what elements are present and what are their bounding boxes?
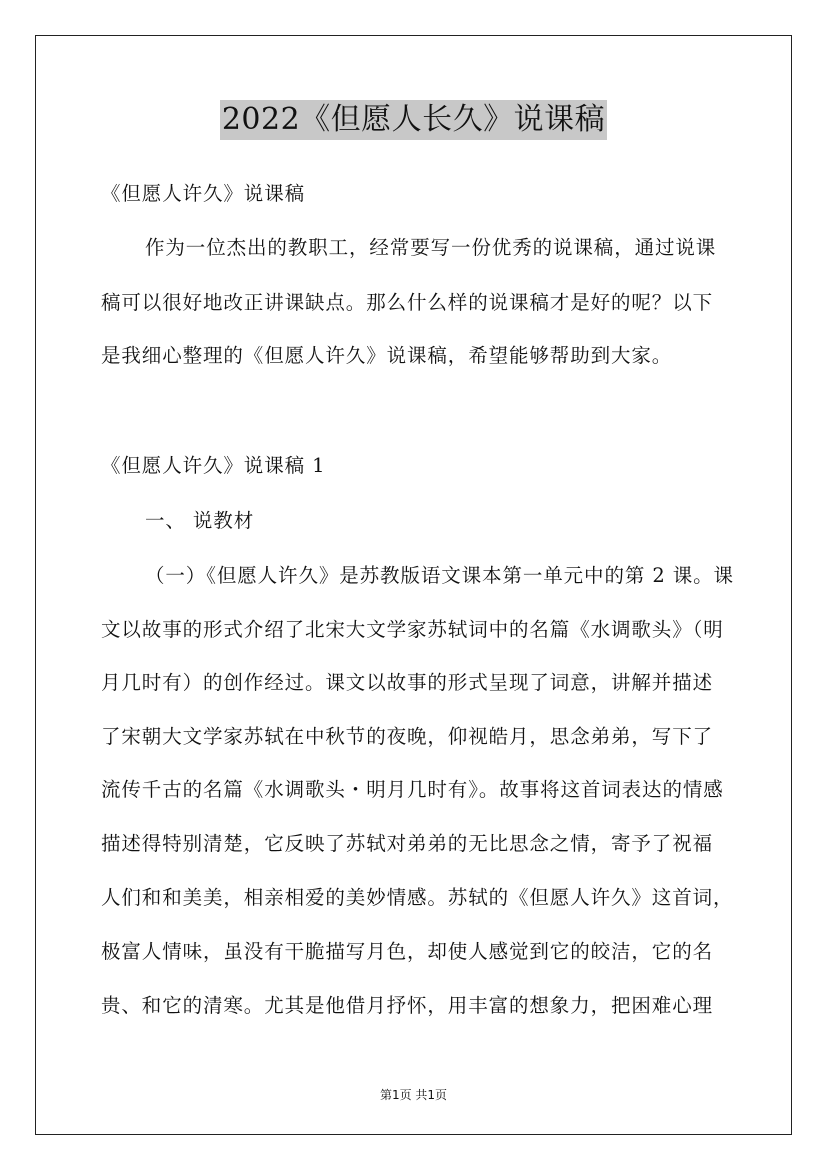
title-container	[0, 100, 827, 140]
intro-line-1: 作为一位杰出的教职工，经常要写一份优秀的说课稿，通过说课	[145, 236, 717, 259]
body-line-8: 极富人情味，虽没有干脆描写月色，却使人感觉到它的皎洁，它的名	[101, 940, 714, 963]
body-line-2: 文以故事的形式介绍了北宋大文学家苏轼词中的名篇《水调歌头》（明	[101, 618, 724, 641]
body-line-4: 了宋朝大文学家苏轼在中秋节的夜晚，仰视皓月，思念弟弟，写下了	[101, 725, 714, 748]
page-number: 第1页 共1页	[379, 1088, 448, 1102]
intro-line-3: 是我细心整理的《但愿人许久》说课稿，希望能够帮助到大家。	[101, 344, 673, 367]
body-line-5: 流传千古的名篇《水调歌头・明月几时有》。故事将这首词表达的情感	[101, 778, 724, 801]
intro-line-2: 稿可以很好地改正讲课缺点。那么什么样的说课稿才是好的呢？以下	[101, 291, 714, 314]
body-line-7: 人们和和美美，相亲相爱的美妙情感。苏轼的《但愿人许久》这首词，	[101, 886, 734, 909]
subtitle: 《但愿人许久》说课稿	[101, 182, 306, 205]
body-line-1: （一）《但愿人许久》是苏教版语文课本第一单元中的第 2 课。课	[145, 564, 734, 587]
section-title: 《但愿人许久》说课稿 1	[101, 454, 326, 477]
body-line-6: 描述得特别清楚，它反映了苏轼对弟弟的无比思念之情，寄予了祝福	[101, 832, 714, 855]
body-line-9: 贵、和它的清寒。尤其是他借月抒怀，用丰富的想象力，把困难心理	[101, 994, 714, 1017]
body-line-3: 月几时有）的创作经过。课文以故事的形式呈现了词意，讲解并描述	[101, 671, 714, 694]
heading-teaching-material: 一、 说教材	[145, 509, 255, 532]
document-title: 2022《但愿人长久》说课稿	[220, 100, 607, 140]
